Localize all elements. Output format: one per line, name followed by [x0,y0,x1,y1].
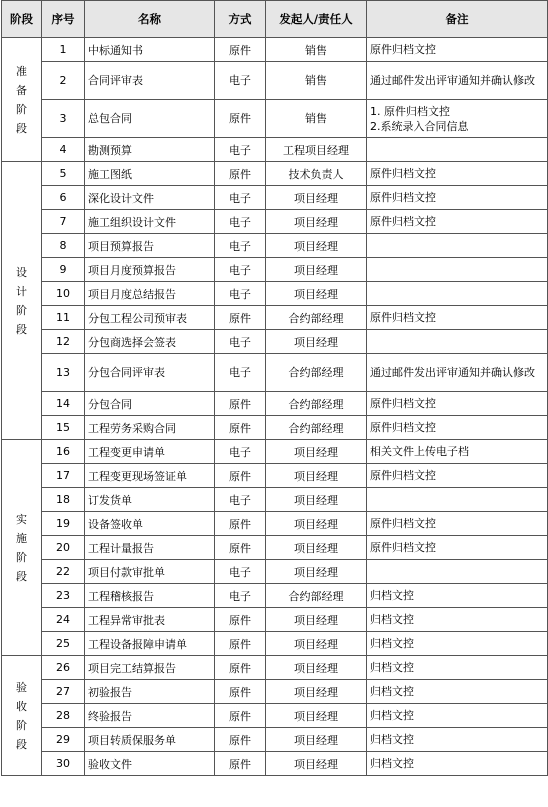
cell-format: 电子 [215,62,266,100]
cell-no: 19 [42,512,85,536]
cell-name: 分包工程公司预审表 [85,306,215,330]
cell-no: 1 [42,38,85,62]
cell-format: 原件 [215,512,266,536]
header-remark: 备注 [367,1,548,38]
cell-format: 电子 [215,186,266,210]
cell-remark: 原件归档文控 [367,162,548,186]
cell-no: 30 [42,752,85,776]
header-owner: 发起人/责任人 [266,1,367,38]
cell-format: 电子 [215,354,266,392]
cell-no: 20 [42,536,85,560]
cell-name: 分包合同评审表 [85,354,215,392]
table-row [2,234,548,258]
table-row [2,584,548,608]
cell-no: 18 [42,488,85,512]
cell-remark [367,138,548,162]
cell-format: 原件 [215,704,266,728]
table-row [2,210,548,234]
cell-name: 工程变更现场签证单 [85,464,215,488]
cell-remark: 通过邮件发出评审通知并确认修改 [367,62,548,100]
cell-owner: 项目经理 [266,560,367,584]
cell-owner: 项目经理 [266,728,367,752]
cell-remark [367,488,548,512]
table-row [2,512,548,536]
cell-format: 原件 [215,752,266,776]
cell-format: 电子 [215,210,266,234]
cell-no: 9 [42,258,85,282]
table-row [2,560,548,584]
cell-remark [367,282,548,306]
cell-owner: 项目经理 [266,704,367,728]
cell-remark: 归档文控 [367,680,548,704]
cell-remark: 原件归档文控 [367,210,548,234]
cell-format: 原件 [215,416,266,440]
cell-remark: 归档文控 [367,608,548,632]
cell-remark [367,258,548,282]
cell-owner: 销售 [266,38,367,62]
cell-name: 验收文件 [85,752,215,776]
table-row [2,440,548,464]
cell-format: 原件 [215,162,266,186]
table-row [2,282,548,306]
cell-name: 工程设备报障申请单 [85,632,215,656]
cell-name: 中标通知书 [85,38,215,62]
cell-owner: 合约部经理 [266,392,367,416]
cell-name: 订发货单 [85,488,215,512]
cell-remark: 归档文控 [367,584,548,608]
header-name: 名称 [85,1,215,38]
cell-remark: 通过邮件发出评审通知并确认修改 [367,354,548,392]
table-row [2,354,548,392]
cell-name: 设备签收单 [85,512,215,536]
table-row [2,38,548,62]
cell-owner: 合约部经理 [266,584,367,608]
stage-label: 设 计 阶 段 [2,162,42,440]
table-row [2,632,548,656]
cell-no: 14 [42,392,85,416]
cell-format: 原件 [215,392,266,416]
cell-no: 12 [42,330,85,354]
cell-format: 原件 [215,656,266,680]
cell-owner: 销售 [266,62,367,100]
cell-remark: 归档文控 [367,728,548,752]
cell-name: 施工组织设计文件 [85,210,215,234]
table-row [2,62,548,100]
cell-remark: 原件归档文控 [367,464,548,488]
cell-format: 原件 [215,680,266,704]
cell-owner: 项目经理 [266,512,367,536]
cell-owner: 项目经理 [266,488,367,512]
header-stage: 阶段 [2,1,42,38]
cell-owner: 合约部经理 [266,306,367,330]
cell-name: 工程异常审批表 [85,608,215,632]
cell-no: 24 [42,608,85,632]
cell-remark: 原件归档文控 [367,306,548,330]
cell-no: 22 [42,560,85,584]
cell-remark [367,234,548,258]
cell-owner: 项目经理 [266,632,367,656]
cell-name: 施工图纸 [85,162,215,186]
cell-owner: 项目经理 [266,282,367,306]
cell-no: 2 [42,62,85,100]
cell-format: 电子 [215,282,266,306]
cell-owner: 项目经理 [266,536,367,560]
cell-format: 电子 [215,560,266,584]
table-row [2,162,548,186]
stage-label: 准 备 阶 段 [2,38,42,162]
cell-name: 初验报告 [85,680,215,704]
cell-format: 电子 [215,584,266,608]
cell-format: 原件 [215,38,266,62]
cell-owner: 项目经理 [266,440,367,464]
cell-no: 16 [42,440,85,464]
cell-remark: 归档文控 [367,752,548,776]
cell-no: 3 [42,100,85,138]
cell-owner: 项目经理 [266,330,367,354]
cell-remark: 归档文控 [367,656,548,680]
cell-name: 工程计量报告 [85,536,215,560]
header-no: 序号 [42,1,85,38]
table-row [2,752,548,776]
cell-owner: 项目经理 [266,234,367,258]
cell-name: 工程变更申请单 [85,440,215,464]
table-row [2,258,548,282]
cell-no: 27 [42,680,85,704]
cell-no: 23 [42,584,85,608]
cell-format: 原件 [215,306,266,330]
cell-no: 5 [42,162,85,186]
cell-owner: 项目经理 [266,186,367,210]
table-row [2,416,548,440]
cell-format: 原件 [215,536,266,560]
cell-name: 项目转质保服务单 [85,728,215,752]
cell-name: 分包商选择会签表 [85,330,215,354]
cell-format: 电子 [215,234,266,258]
header-format: 方式 [215,1,266,38]
cell-no: 29 [42,728,85,752]
cell-no: 4 [42,138,85,162]
cell-owner: 项目经理 [266,680,367,704]
cell-name: 项目预算报告 [85,234,215,258]
table-row [2,100,548,138]
cell-owner: 项目经理 [266,656,367,680]
cell-format: 原件 [215,632,266,656]
cell-remark: 原件归档文控 [367,512,548,536]
stage-label: 实 施 阶 段 [2,440,42,656]
cell-format: 电子 [215,258,266,282]
cell-no: 15 [42,416,85,440]
cell-owner: 技术负责人 [266,162,367,186]
stage-label: 验 收 阶 段 [2,656,42,776]
cell-name: 分包合同 [85,392,215,416]
document-table [1,0,548,776]
cell-name: 总包合同 [85,100,215,138]
cell-no: 25 [42,632,85,656]
cell-owner: 项目经理 [266,210,367,234]
table-row [2,728,548,752]
cell-owner: 项目经理 [266,464,367,488]
cell-owner: 合约部经理 [266,354,367,392]
cell-remark [367,560,548,584]
cell-name: 工程稽核报告 [85,584,215,608]
cell-no: 11 [42,306,85,330]
cell-name: 合同评审表 [85,62,215,100]
table-row [2,608,548,632]
cell-name: 勘测预算 [85,138,215,162]
cell-no: 10 [42,282,85,306]
cell-owner: 项目经理 [266,258,367,282]
header-row [2,1,548,38]
cell-name: 项目月度预算报告 [85,258,215,282]
cell-remark [367,330,548,354]
cell-owner: 销售 [266,100,367,138]
cell-no: 6 [42,186,85,210]
table-row [2,704,548,728]
cell-remark: 原件归档文控 [367,186,548,210]
cell-remark: 原件归档文控 [367,416,548,440]
cell-remark: 原件归档文控 [367,38,548,62]
cell-format: 电子 [215,488,266,512]
table-row [2,138,548,162]
table-row [2,488,548,512]
cell-no: 7 [42,210,85,234]
cell-name: 深化设计文件 [85,186,215,210]
cell-remark: 归档文控 [367,704,548,728]
table-body [2,38,548,776]
table-row [2,186,548,210]
cell-owner: 合约部经理 [266,416,367,440]
cell-no: 17 [42,464,85,488]
cell-format: 电子 [215,138,266,162]
table-row [2,536,548,560]
cell-no: 26 [42,656,85,680]
cell-remark: 原件归档文控 [367,536,548,560]
cell-format: 原件 [215,100,266,138]
cell-no: 28 [42,704,85,728]
cell-name: 项目完工结算报告 [85,656,215,680]
cell-name: 终验报告 [85,704,215,728]
cell-format: 原件 [215,728,266,752]
table-row [2,464,548,488]
cell-format: 电子 [215,330,266,354]
table-row [2,656,548,680]
table-row [2,392,548,416]
cell-remark: 归档文控 [367,632,548,656]
cell-no: 13 [42,354,85,392]
cell-owner: 项目经理 [266,608,367,632]
cell-owner: 项目经理 [266,752,367,776]
cell-owner: 工程项目经理 [266,138,367,162]
table-row [2,680,548,704]
cell-format: 原件 [215,608,266,632]
table-row [2,306,548,330]
cell-format: 电子 [215,440,266,464]
cell-format: 原件 [215,464,266,488]
cell-name: 项目月度总结报告 [85,282,215,306]
cell-remark: 1. 原件归档文控 2.系统录入合同信息 [367,100,548,138]
cell-name: 项目付款审批单 [85,560,215,584]
cell-name: 工程劳务采购合同 [85,416,215,440]
cell-no: 8 [42,234,85,258]
cell-remark: 原件归档文控 [367,392,548,416]
table-row [2,330,548,354]
cell-remark: 相关文件上传电子档 [367,440,548,464]
